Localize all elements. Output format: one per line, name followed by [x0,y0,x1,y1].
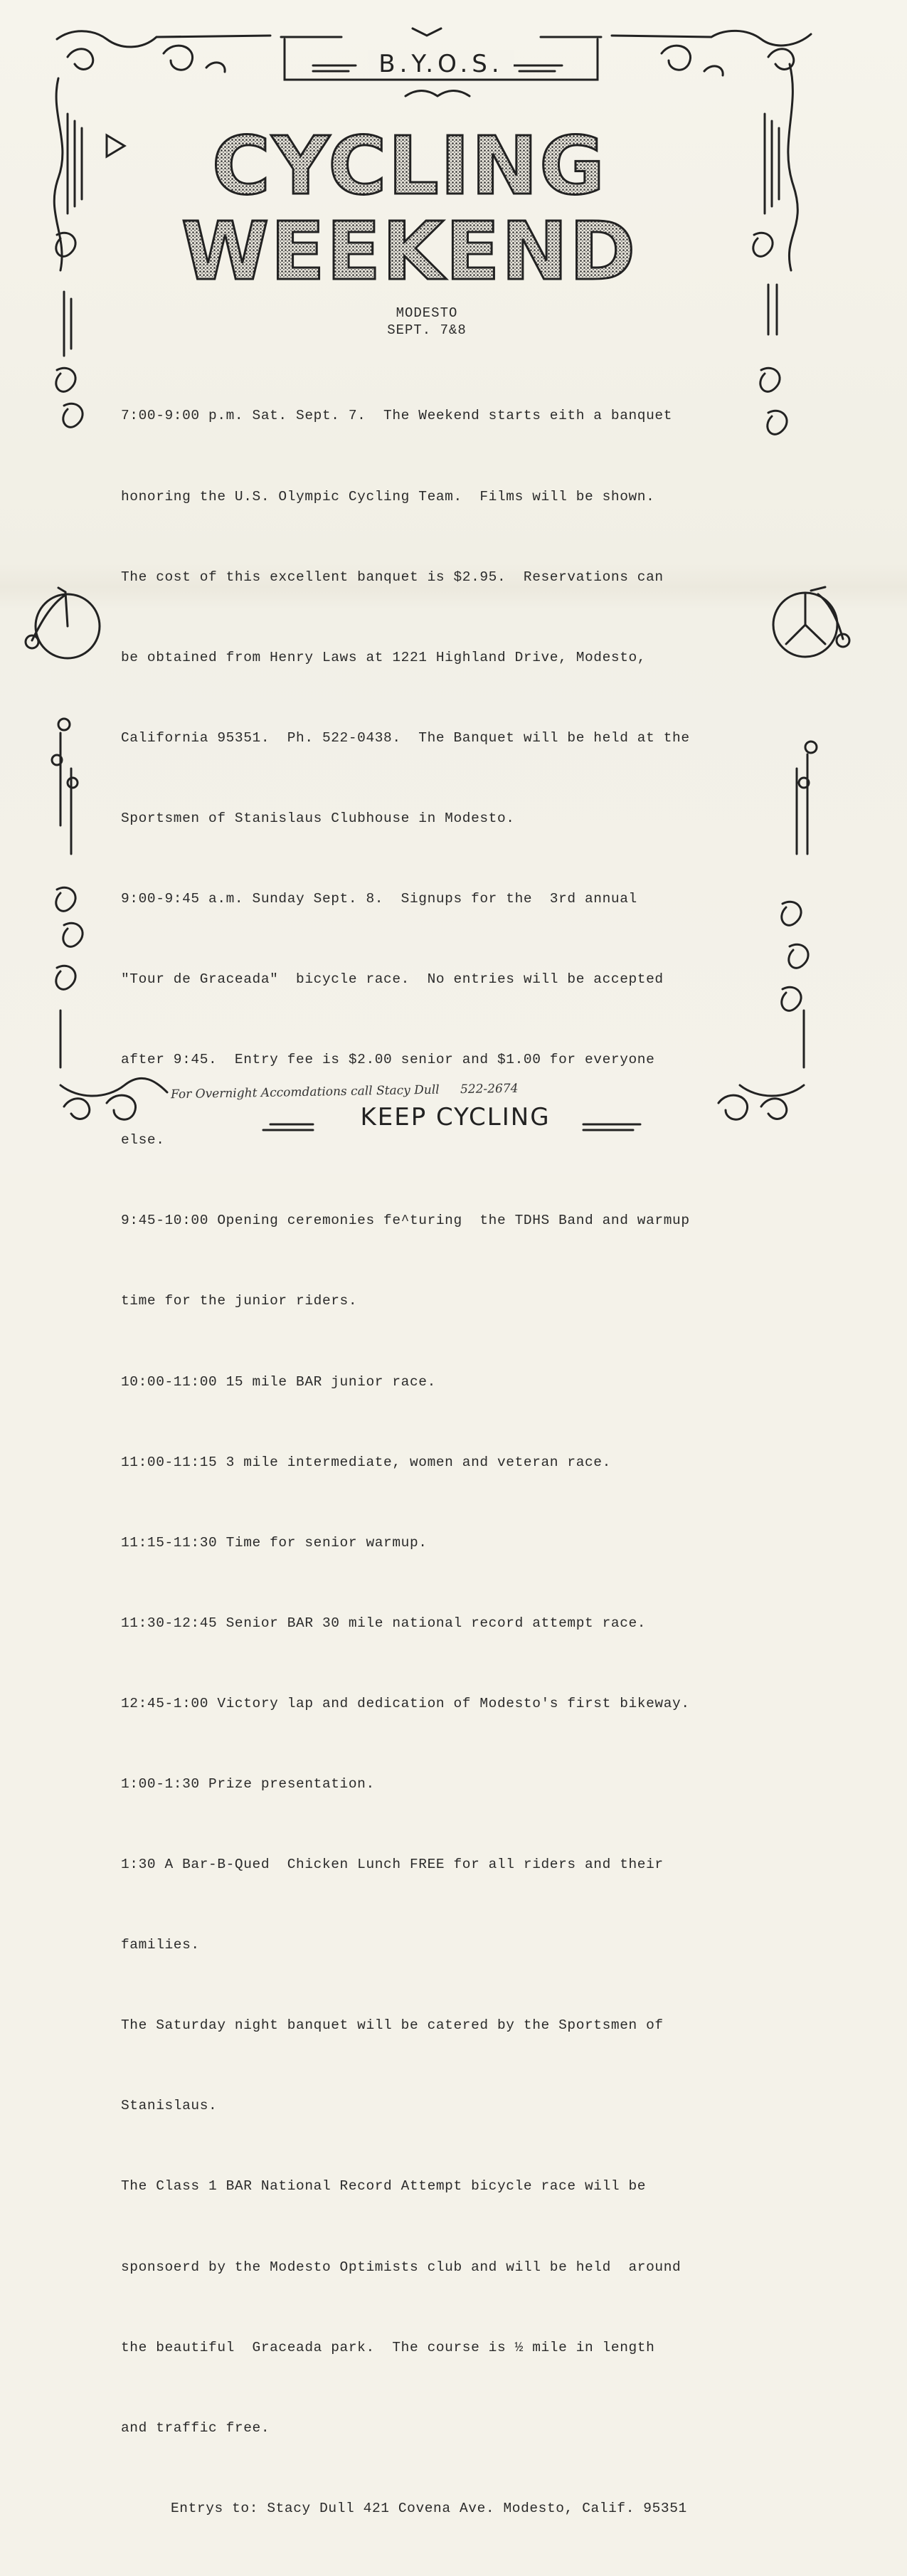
schedule-line: Stanislaus. [121,2098,218,2114]
event-dates: SEPT. 7&8 [387,322,467,338]
schedule-line: Sportsmen of Stanislaus Clubhouse in Modesto. [121,810,515,826]
lodging-note-text: For Overnight Accomdations call Stacy Dull [170,1082,440,1102]
entries-address: Entrys to: Stacy Dull 421 Covena Ave. Modesto, Calif. 95351 [171,2500,687,2516]
schedule-line: and traffic free. [121,2419,270,2436]
schedule-line: after 9:45. Entry fee is $2.00 senior and $1.00 for everyone [121,1052,655,1068]
schedule-line: California 95351. Ph. 522-0438. The Banquet will be held at the [121,729,690,746]
schedule-line: 7:00-9:00 p.m. Sat. Sept. 7. The Weekend starts eith a banquet [121,408,673,424]
schedule-line: be obtained from Henry Laws at 1221 Highland Drive, Modesto, [121,649,647,665]
schedule-line: The Saturday night banquet will be catered by the Sportsmen of [121,2017,664,2034]
schedule-line: 9:45-10:00 Opening ceremonies fe^turing the TDHS Band and warmup [121,1213,690,1229]
title-line-cycling: CYCLING [211,120,607,213]
right-border-ornament [753,64,817,1067]
event-title [164,114,654,299]
schedule-line: else. [121,1132,165,1149]
schedule-line: sponsoerd by the Modesto Optimists club and will be held around [121,2259,681,2275]
schedule-line: 1:30 A Bar-B-Qued Chicken Lunch FREE for all riders and their [121,1857,664,1873]
schedule-line: 12:45-1:00 Victory lap and dedication of Modesto's first bikeway. [121,1695,690,1711]
event-schedule [121,349,761,2576]
schedule-line: "Tour de Graceada" bicycle race. No entries will be accepted [121,971,664,988]
schedule-line: the beautiful Graceada park. The course is ½ mile in length [121,2339,655,2355]
title-line-weekend: WEEKEND [181,206,637,298]
schedule-line: 10:00-11:00 15 mile BAR junior race. [121,1373,436,1390]
schedule-line: 11:00-11:15 3 mile intermediate, women and veteran race. [121,1454,611,1470]
schedule-line: 9:00-9:45 a.m. Sunday Sept. 8. Signups for the 3rd annual [121,890,637,907]
keep-cycling-slogan: KEEP CYCLING [360,1103,551,1131]
left-border-ornament [52,78,124,1067]
schedule-line: 1:00-1:30 Prize presentation. [121,1776,375,1792]
header-box [299,43,583,85]
lodging-phone: 522-2674 [460,1081,519,1097]
org-name: B.Y.O.S. [368,50,513,78]
schedule-line: The Class 1 BAR National Record Attempt bicycle race will be [121,2178,647,2195]
right-bicycle-drawing [773,587,849,657]
schedule-line: 11:30-12:45 Senior BAR 30 mile national record attempt race. [121,1615,647,1631]
schedule-line: time for the junior riders. [121,1293,358,1309]
event-city: MODESTO [396,305,458,321]
schedule-line: honoring the U.S. Olympic Cycling Team. Films will be shown. [121,488,655,505]
schedule-line: 11:15-11:30 Time for senior warmup. [121,1534,428,1551]
schedule-line: The cost of this excellent banquet is $2.95. Reservations can [121,569,664,585]
event-location-dates [341,305,512,339]
schedule-line: families. [121,1937,200,1953]
left-bicycle-drawing [26,588,100,658]
